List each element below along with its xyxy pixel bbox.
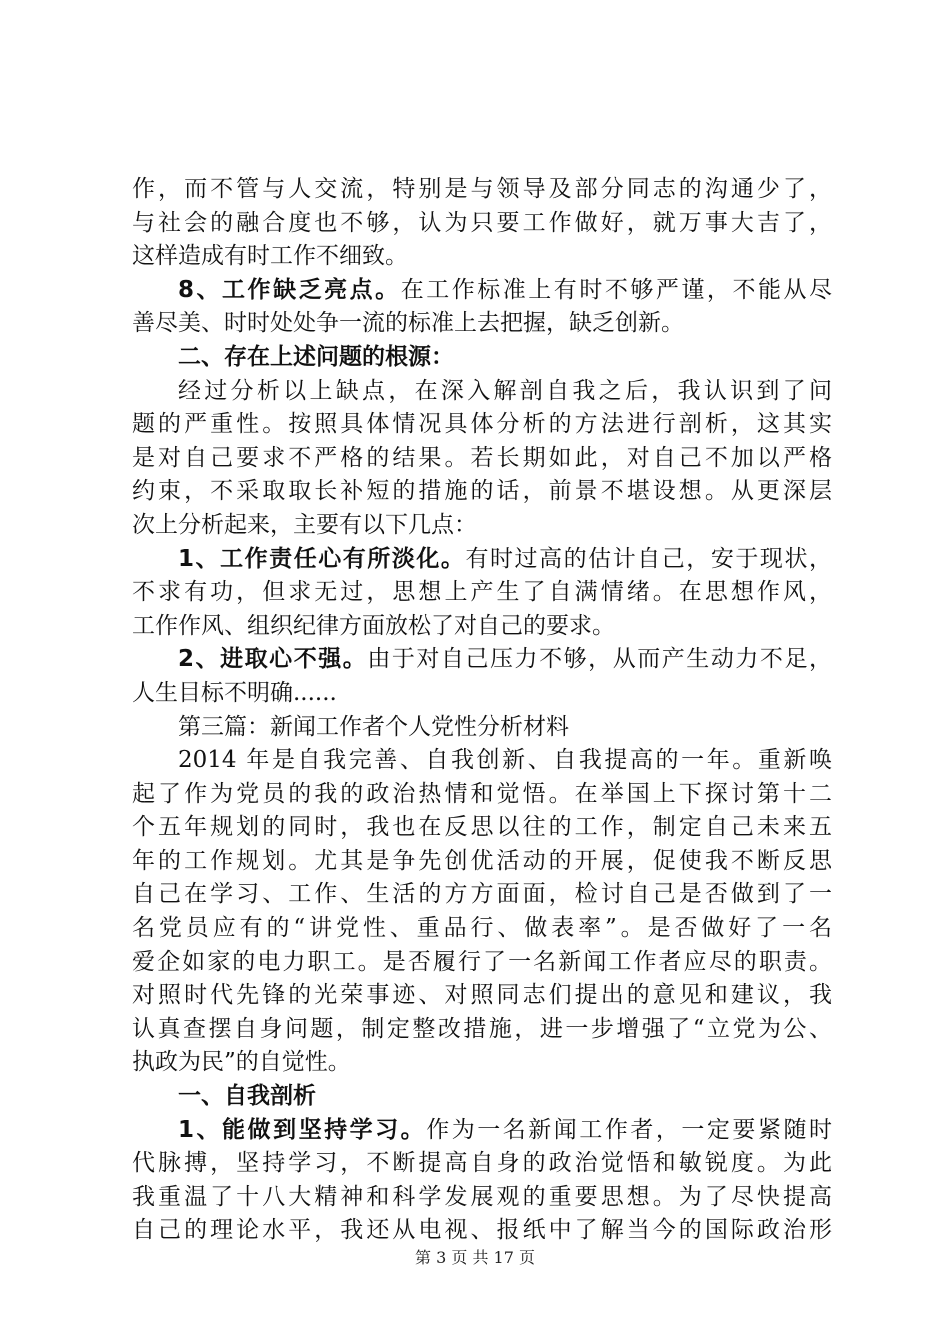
text-line (132, 1114, 832, 1148)
text-line (132, 543, 832, 577)
line-text: 这样造成有时工作不细致。 (132, 243, 408, 270)
line-text: 有时过高的估计自己，安于现状， (465, 545, 832, 572)
line-text: 工作作风、组织纪律方面放松了对自己的要求。 (132, 612, 615, 639)
line-text: 在工作标准上有时不够严谨，不能从尽 (400, 276, 832, 303)
line-text: 次上分析起来，主要有以下几点： (132, 511, 477, 538)
text-line (132, 408, 832, 442)
text-line (132, 711, 832, 745)
line-text: 代脉搏，坚持学习，不断提高自身的政治觉悟和敏锐度。为此 (132, 1150, 832, 1177)
text-line (132, 475, 832, 509)
text-line (132, 274, 832, 308)
line-text: 自己的理论水平，我还从电视、报纸中了解当今的国际政治形 (132, 1217, 832, 1244)
line-text: 题的严重性。按照具体情况具体分析的方法进行剖析，这其实 (132, 411, 832, 438)
line-text: 约束，不采取取长补短的措施的话，前景不堪设想。从更深层 (132, 478, 832, 505)
text-line (132, 946, 832, 980)
text-line (132, 1147, 832, 1181)
text-line (132, 677, 832, 711)
text-line (132, 207, 832, 241)
line-text: 年的工作规划。尤其是争先创优活动的开展，促使我不断反思 (132, 847, 832, 874)
text-line (132, 610, 832, 644)
line-text: 第三篇：新闻工作者个人党性分析材料 (178, 713, 569, 740)
line-text: 与社会的融合度也不够，认为只要工作做好，就万事大吉了， (132, 209, 832, 236)
text-line (132, 307, 832, 341)
line-text: 作为一名新闻工作者，一定要紧随时 (426, 1116, 832, 1143)
document-body (132, 173, 832, 1248)
text-line (132, 778, 832, 812)
text-line (132, 1013, 832, 1047)
line-text: 执政为民”的自觉性。 (132, 1049, 351, 1076)
bold-lead-text: 1、能做到坚持学习。 (178, 1116, 427, 1143)
line-text: 作，而不管与人交流，特别是与领导及部分同志的沟通少了， (132, 176, 832, 202)
bold-lead-text: 2、进取心不强。 (178, 646, 368, 673)
text-line (132, 173, 832, 207)
line-text: 我重温了十八大精神和科学发展观的重要思想。为了尽快提高 (132, 1183, 832, 1210)
text-line (132, 878, 832, 912)
line-text: 经过分析以上缺点，在深入解剖自我之后，我认识到了问 (178, 377, 832, 404)
text-line (132, 375, 832, 409)
line-text: 个五年规划的同时，我也在反思以往的工作，制定自己未来五 (132, 814, 832, 841)
line-text: 是对自己要求不严格的结果。若长期如此，对自己不加以严格 (132, 444, 832, 471)
text-line (132, 744, 832, 778)
line-text: 2014 年是自我完善、自我创新、自我提高的一年。重新唤 (178, 747, 832, 774)
text-line (132, 845, 832, 879)
heading-text: 二、存在上述问题的根源： (178, 343, 454, 370)
text-line (132, 442, 832, 476)
line-text: 起了作为党员的我的政治热情和觉悟。在举国上下探讨第十二 (132, 780, 832, 807)
text-line (132, 576, 832, 610)
section-heading (132, 1080, 832, 1114)
line-text: 人生目标不明确...... (132, 679, 337, 706)
line-text: 善尽美、时时处处争一流的标准上去把握，缺乏创新。 (132, 310, 684, 337)
section-heading (132, 341, 832, 375)
line-text: 对照时代先锋的光荣事迹、对照同志们提出的意见和建议，我 (132, 982, 832, 1009)
text-line (132, 1046, 832, 1080)
text-line (132, 912, 832, 946)
text-line (132, 1181, 832, 1215)
line-text: 爱企如家的电力职工。是否履行了一名新闻工作者应尽的职责。 (132, 948, 832, 975)
heading-text: 一、自我剖析 (178, 1083, 316, 1110)
line-text: 由于对自己压力不够，从而产生动力不足， (367, 646, 832, 673)
text-line (132, 979, 832, 1013)
page-footer: 第 3 页 共 17 页 (415, 1248, 535, 1267)
text-line (132, 1214, 832, 1248)
text-line (132, 240, 832, 274)
bold-lead-text: 8、工作缺乏亮点。 (178, 276, 401, 303)
text-line (132, 509, 832, 543)
line-text: 认真查摆自身问题，制定整改措施，进一步增强了“立党为公、 (132, 1015, 832, 1042)
bold-lead-text: 1、工作责任心有所淡化。 (178, 545, 466, 572)
text-line (132, 811, 832, 845)
line-text: 名党员应有的“讲党性、重品行、做表率”。是否做好了一名 (132, 915, 832, 942)
line-text: 不求有功，但求无过，思想上产生了自满情绪。在思想作风， (132, 579, 832, 606)
text-line (132, 643, 832, 677)
line-text: 自己在学习、工作、生活的方方面面，检讨自己是否做到了一 (132, 881, 832, 908)
